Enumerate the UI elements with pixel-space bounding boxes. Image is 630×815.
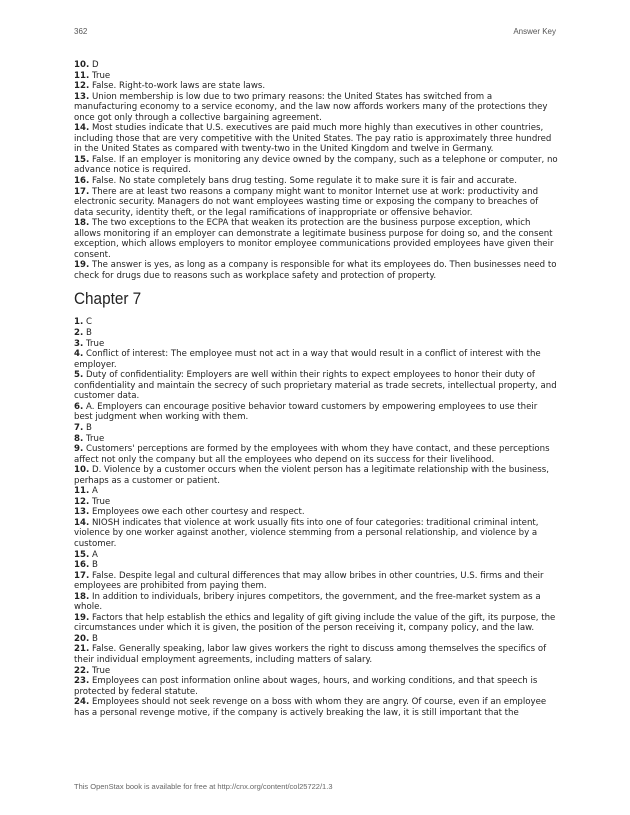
answer-number: 11. (74, 70, 90, 81)
answer-number: 18. (74, 218, 90, 229)
answer-number: 13. (74, 507, 90, 518)
answer-item (74, 634, 558, 645)
answer-number: 10. (74, 60, 90, 70)
answer-item (74, 339, 558, 350)
answer-text: Union membership is low due to two primary reasons: the United States has switched from a manufacturing economy to a service economy, and the law now affords workers many of the protections they once got only through a collective bargaining agreement. (74, 91, 548, 123)
answer-text: False. Generally speaking, labor law gives workers the right to discuss among themselves the specifics of their individual employment agreements, including matters of salary. (74, 644, 547, 665)
answer-text: True (89, 665, 111, 676)
answer-item (74, 486, 558, 497)
answer-text: True (89, 70, 111, 81)
footer-note: This OpenStax book is available for free at http://cnx.org/content/col25722/1.3 (74, 782, 333, 791)
answer-number: 9. (74, 444, 84, 455)
answer-number: 17. (74, 570, 90, 581)
answer-number: 1. (74, 317, 84, 328)
chapter-6-answers (74, 60, 558, 281)
answer-number: 19. (74, 612, 90, 623)
answer-number: 15. (74, 549, 90, 560)
answer-text: A. Employers can encourage positive behavior toward customers by empowering employees to use their best judgment when working with them. (74, 401, 538, 423)
answer-number: 6. (74, 401, 84, 412)
answer-item (74, 218, 558, 260)
answer-text: False. If an employer is monitoring any device owned by the company, such as a telephone or computer, no advance notice is required. (74, 154, 558, 176)
answer-item (74, 349, 558, 370)
answer-text: Factors that help establish the ethics and legality of gift giving include the value of the gift, its purpose, the circumstances under which it is given, the position of the person receiving it, company policy, and the law. (74, 612, 556, 634)
answer-text: False. No state completely bans drug testing. Some regulate it to make sure it is fair and accurate. (89, 176, 517, 187)
answer-item (74, 71, 558, 82)
page-number: 362 (74, 27, 88, 36)
answer-text: True (83, 338, 105, 349)
answer-item (74, 644, 558, 665)
answer-text: Employees can post information online about wages, hours, and working conditions, and that speech is protected by federal statute. (74, 676, 538, 697)
answer-text: D. Violence by a customer occurs when the violent person has a legitimate relationship with the business, perhaps as a customer or patient. (74, 465, 549, 486)
answer-number: 21. (74, 644, 90, 655)
answer-number: 13. (74, 91, 90, 102)
answer-number: 10. (74, 465, 90, 476)
answer-item (74, 465, 558, 486)
answer-number: 3. (74, 338, 84, 349)
answer-number: 20. (74, 633, 90, 644)
answer-number: 16. (74, 560, 90, 571)
answer-text: Most studies indicate that U.S. executives are paid much more highly than executives in other countries, including those that are very competitive with the United States. The pay ratio is approximately three hundred in the United States as compared with twenty-two in the United Kingdom and twelve in Germany. (74, 123, 552, 155)
answer-item (74, 613, 558, 634)
answer-text: Employees should not seek revenge on a boss with whom they are angry. Of course, even if an employee has a personal revenge motive, if the company is actively breaking the law, it is still important that the (74, 697, 547, 718)
answer-item (74, 60, 558, 71)
answer-number: 14. (74, 517, 90, 528)
answer-item (74, 423, 558, 434)
answer-item (74, 444, 558, 465)
answer-number: 14. (74, 123, 90, 134)
answer-text: D (89, 60, 99, 70)
answer-text: B (83, 328, 92, 339)
answer-item (74, 155, 558, 176)
answer-text: A (89, 549, 98, 560)
answer-item (74, 697, 558, 718)
answer-text: False. Right-to-work laws are state laws. (89, 81, 266, 92)
answer-number: 15. (74, 154, 90, 165)
answer-item (74, 123, 558, 155)
answer-item (74, 317, 558, 328)
answer-number: 5. (74, 370, 84, 381)
answer-number: 8. (74, 433, 84, 444)
answer-number: 4. (74, 349, 84, 360)
answer-text: True (89, 496, 111, 507)
answer-item (74, 507, 558, 518)
answer-number: 19. (74, 260, 90, 271)
answer-number: 17. (74, 186, 90, 197)
answer-item (74, 550, 558, 561)
answer-number: 24. (74, 697, 90, 708)
answer-text: The answer is yes, as long as a company is responsible for what its employees do. Then businesses need to check for drugs due to reasons such as workplace safety and protection of property. (74, 260, 557, 281)
answer-number: 22. (74, 665, 90, 676)
answer-item (74, 81, 558, 92)
answer-number: 18. (74, 591, 90, 602)
answer-key-content (74, 60, 558, 718)
answer-number: 23. (74, 676, 90, 687)
answer-item (74, 676, 558, 697)
answer-text: Customers' perceptions are formed by the employees with whom they have contact, and these perceptions affect not only the company but all the employees who depend on its success for their livelihood. (74, 444, 550, 465)
answer-text: True (83, 433, 105, 444)
answer-number: 11. (74, 486, 90, 497)
answer-item (74, 592, 558, 613)
answer-item (74, 666, 558, 677)
answer-number: 7. (74, 422, 84, 433)
answer-text: Duty of confidentiality: Employers are well within their rights to expect employees to honor their duty of confidentiality and maintain the secrecy of such proprietary material as trade secrets, intellectual property, and customer data. (74, 370, 557, 402)
answer-number: 16. (74, 176, 90, 187)
answer-number: 2. (74, 328, 84, 339)
answer-text: In addition to individuals, bribery injures competitors, the government, and the free-market system as a whole. (74, 591, 541, 613)
answer-number: 12. (74, 81, 90, 92)
chapter-title: Chapter 7 (74, 289, 142, 309)
answer-text: NIOSH indicates that violence at work usually fits into one of four categories: traditional criminal intent, violence by one worker against another, violence stemming from a personal relationship, and violence by a customer. (74, 517, 539, 549)
answer-text: B (83, 422, 92, 433)
running-header: Answer Key (513, 27, 556, 36)
answer-text: Employees owe each other courtesy and respect. (89, 507, 305, 518)
answer-number: 12. (74, 496, 90, 507)
answer-text: There are at least two reasons a company might want to monitor Internet use at work: productivity and electronic security. Managers do not want employees wasting time or exposing the company to breaches of data security, identity theft, or the legal ramifications of inappropriate or offensive behavior. (74, 186, 539, 218)
answer-item (74, 92, 558, 124)
answer-text: C (83, 317, 92, 328)
answer-item (74, 497, 558, 508)
answer-text: Conflict of interest: The employee must not act in a way that would result in a conflict of interest with the employer. (74, 349, 541, 370)
answer-text: A (89, 486, 98, 497)
answer-item (74, 187, 558, 219)
answer-text: B (89, 560, 98, 571)
answer-item (74, 176, 558, 187)
answer-item (74, 560, 558, 571)
answer-item (74, 370, 558, 402)
answer-text: B (89, 633, 98, 644)
answer-item (74, 571, 558, 592)
answer-text: False. Despite legal and cultural differences that may allow bribes in other countries, U.S. firms and their employees are prohibited from paying them. (74, 570, 544, 592)
answer-item (74, 518, 558, 550)
answer-text: The two exceptions to the ECPA that weaken its protection are the business purpose exception, which allows monitoring if an employer can demonstrate a legitimate business purpose for doing so, and the consent exception, which allows employers to monitor employee communications provided employees have given their consent. (74, 218, 554, 260)
chapter-7-answers (74, 317, 558, 718)
answer-item (74, 402, 558, 423)
answer-item (74, 328, 558, 339)
answer-item (74, 260, 558, 281)
answer-item (74, 434, 558, 445)
